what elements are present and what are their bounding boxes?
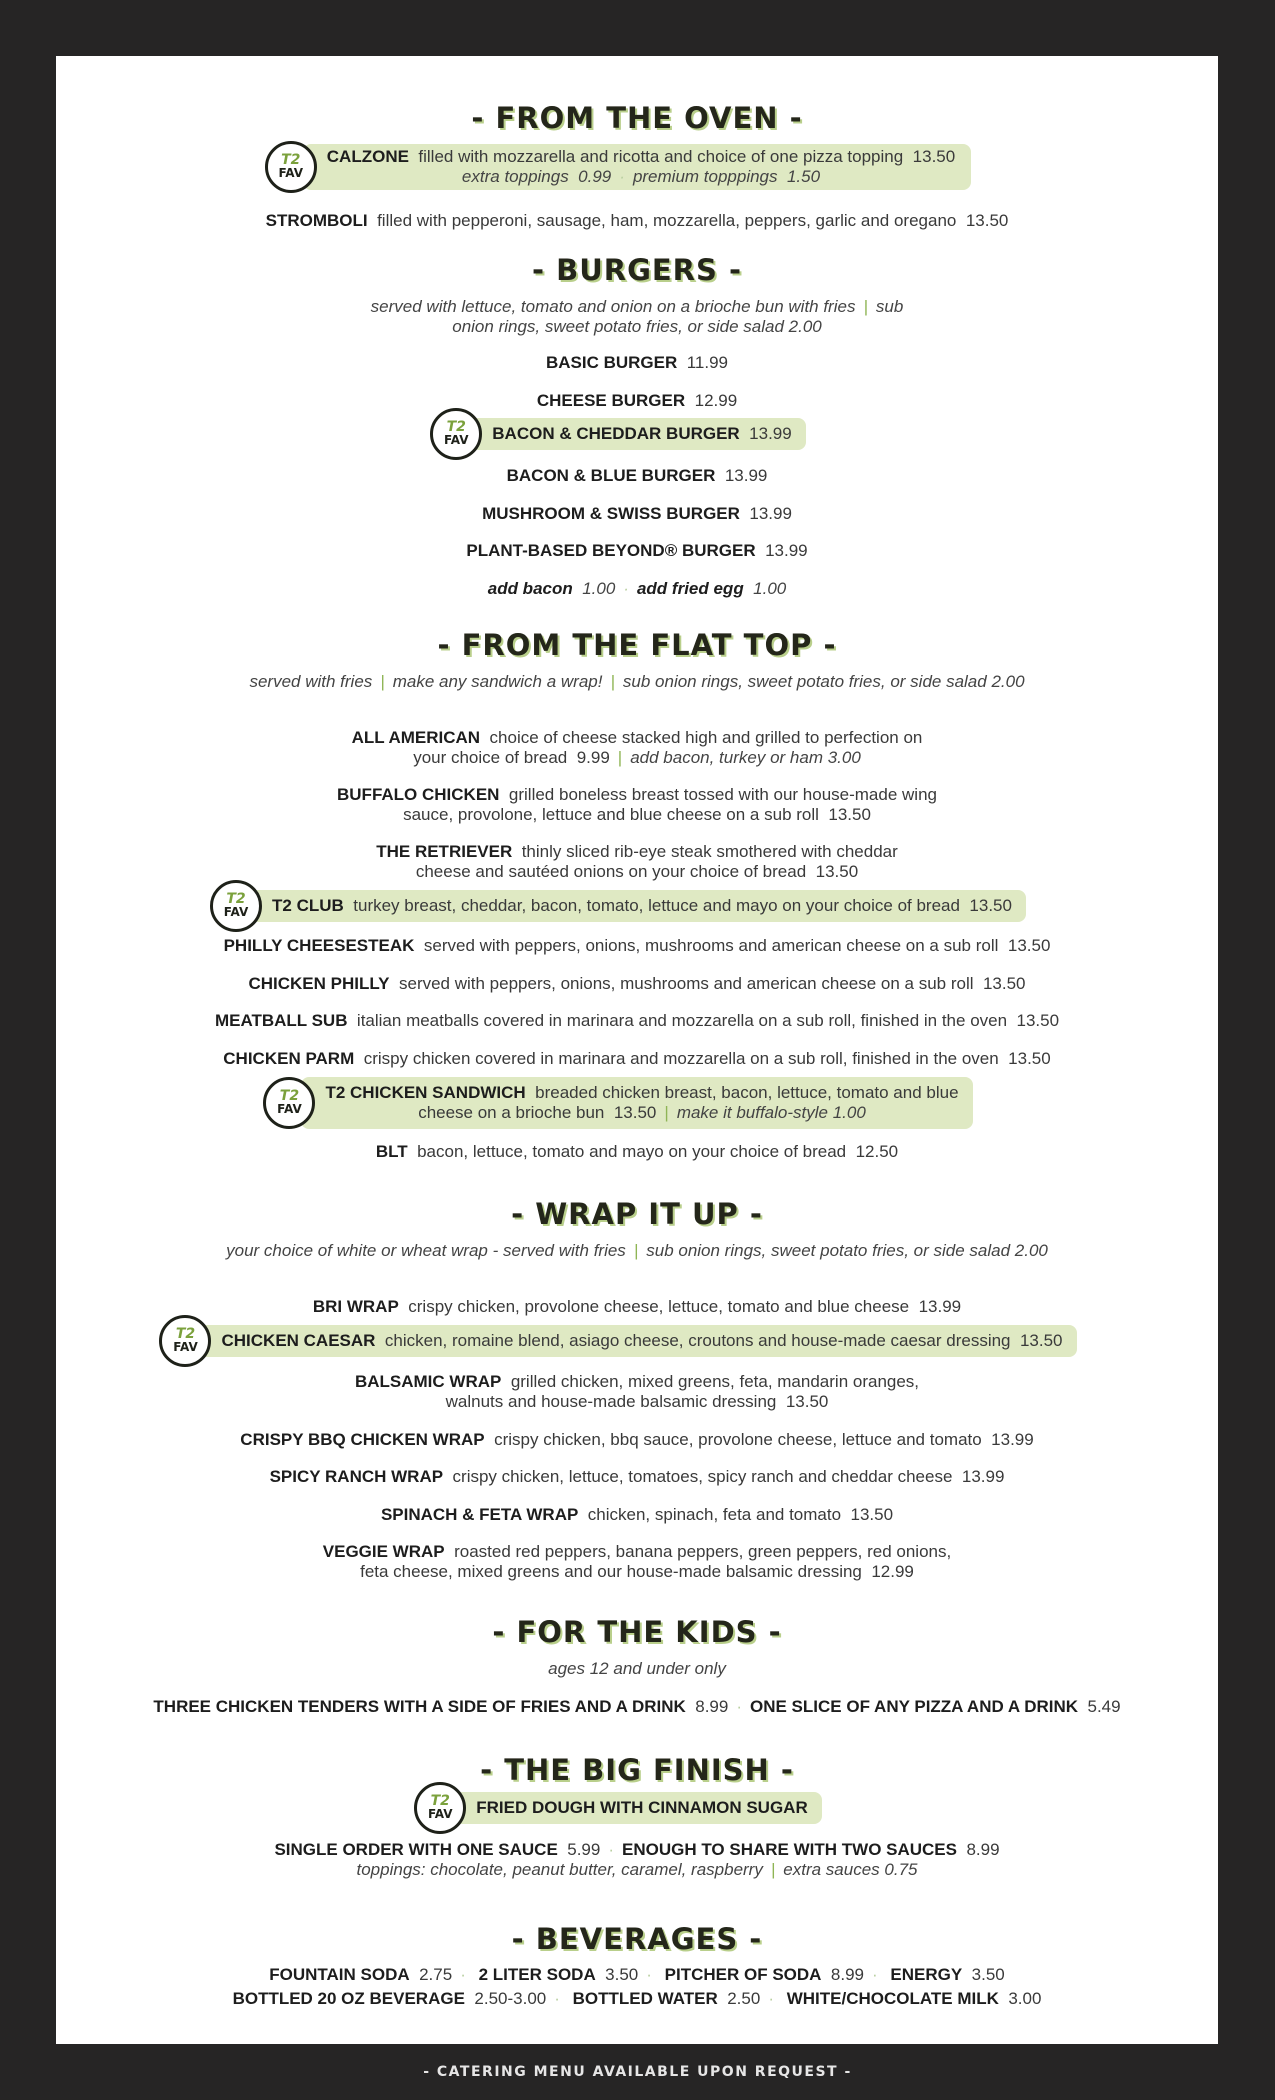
burger-row: CHEESE BURGER 12.99: [536, 391, 738, 410]
chicken-caesar-row: T2 FAV CHICKEN CAESAR chicken, romaine blend, asiago cheese, croutons and house-made caesar dressing 13.50: [56, 1325, 1218, 1357]
fav-badge-icon: T2 FAV: [414, 1782, 466, 1834]
burger-row: PLANT-BASED BEYOND® BURGER 13.99: [466, 541, 808, 560]
section-title-beverages: - BEVERAGES -: [511, 1922, 763, 1956]
balsamic-row: BALSAMIC WRAP grilled chicken, mixed greens, feta, mandarin oranges,: [354, 1372, 920, 1391]
flattop-subtitle: served with fries | make any sandwich a wrap! | sub onion rings, sweet potato fries, or side salad 2.00: [249, 672, 1025, 691]
burger-row: MUSHROOM & SWISS BURGER 13.99: [482, 504, 792, 523]
fav-badge-icon: T2 FAV: [265, 141, 317, 193]
fav-badge-icon: T2 FAV: [210, 880, 262, 932]
all-american-row: ALL AMERICAN choice of cheese stacked high and grilled to perfection on: [351, 728, 923, 747]
section-title-flattop: - FROM THE FLAT TOP -: [437, 628, 837, 662]
finish-toppings: toppings: chocolate, peanut butter, caramel, raspberry | extra sauces 0.75: [356, 1860, 918, 1879]
section-title-kids: - FOR THE KIDS -: [492, 1615, 782, 1649]
bbq-wrap-row: CRISPY BBQ CHICKEN WRAP crispy chicken, bbq sauce, provolone cheese, lettuce and tomato 13.99: [240, 1430, 1034, 1449]
kids-subtitle: ages 12 and under only: [548, 1659, 726, 1678]
meatball-row: MEATBALL SUB italian meatballs covered in marinara and mozzarella on a sub roll, finished in the oven 13.50: [214, 1011, 1060, 1030]
section-title-finish: - THE BIG FINISH -: [480, 1753, 794, 1787]
chicken-parm-row: CHICKEN PARM crispy chicken covered in marinara and mozzarella on a sub roll, finished in the oven 13.50: [223, 1049, 1051, 1068]
ranch-wrap-row: SPICY RANCH WRAP crispy chicken, lettuce, tomatoes, spicy ranch and cheddar cheese 13.99: [269, 1467, 1005, 1486]
fav-badge-icon: T2 FAV: [430, 408, 482, 460]
t2-chicken-row: T2 FAV T2 CHICKEN SANDWICH breaded chicken breast, bacon, lettuce, tomato and blue cheese on a brioche bun 13.50 | make it buffalo-style 1.00: [56, 1077, 1218, 1129]
kids-row: THREE CHICKEN TENDERS WITH A SIDE OF FRIES AND A DRINK 8.99 · ONE SLICE OF ANY PIZZA AND A DRINK 5.49: [153, 1697, 1121, 1716]
section-title-burgers: - BURGERS -: [531, 253, 743, 287]
wrap-subtitle: your choice of white or wheat wrap - served with fries | sub onion rings, sweet potato fries, or side salad 2.00: [226, 1241, 1048, 1260]
retriever-row: THE RETRIEVER thinly sliced rib-eye steak smothered with cheddar: [376, 842, 898, 861]
item-name: CALZONE: [326, 147, 409, 166]
spinach-wrap-row: SPINACH & FETA WRAP chicken, spinach, feta and tomato 13.50: [380, 1505, 894, 1524]
finish-options: SINGLE ORDER WITH ONE SAUCE 5.99 · ENOUGH TO SHARE WITH TWO SAUCES 8.99: [274, 1840, 1000, 1859]
burger-row: BACON & BLUE BURGER 13.99: [506, 466, 768, 485]
beverages-row-1: FOUNTAIN SODA 2.75 · 2 LITER SODA 3.50 · PITCHER OF SODA 8.99 · ENERGY 3.50: [269, 1965, 1005, 1984]
section-title-oven: - FROM THE OVEN -: [471, 101, 803, 135]
beverages-row-2: BOTTLED 20 OZ BEVERAGE 2.50-3.00 · BOTTLED WATER 2.50 · WHITE/CHOCOLATE MILK 3.00: [232, 1989, 1042, 2008]
burgers-subtitle: served with lettuce, tomato and onion on a brioche bun with fries | sub: [370, 297, 904, 316]
stromboli-row: STROMBOLI filled with pepperoni, sausage, ham, mozzarella, peppers, garlic and oregano 13.50: [265, 211, 1009, 230]
burger-row: BASIC BURGER 11.99: [545, 353, 729, 372]
calzone-row: T2 FAV CALZONE filled with mozzarella and ricotta and choice of one pizza topping 13.50 extra toppings 0.99 · premium topppings 1.50: [56, 144, 1218, 190]
fav-badge-icon: T2 FAV: [263, 1077, 315, 1129]
blt-row: BLT bacon, lettuce, tomato and mayo on your choice of bread 12.50: [375, 1142, 899, 1161]
burgers-subtitle-2: onion rings, sweet potato fries, or side salad 2.00: [452, 317, 822, 336]
catering-footer: - CATERING MENU AVAILABLE UPON REQUEST -: [423, 2064, 852, 2080]
veggie-wrap-row: VEGGIE WRAP roasted red peppers, banana peppers, green peppers, red onions,: [322, 1542, 952, 1561]
menu-page: - FROM THE OVEN - T2 FAV CALZONE filled with mozzarella and ricotta and choice of one pizza topping 13.50 extra toppings 0.99 · premium topppings 1.50 STROMBOLI filled with pepperoni, sausage, ham, mozzarella, peppers, garlic and oregano 13.50 - BURGERS - served with lettuce, tomato and onion on a brioche bun with fries | sub onion rings, sweet potato fries, or side salad 2.00 BASIC BURGER 11.99 CHEESE BURGER 12.99 T2 FAV BACON & CHEDDAR BURGER 13.99 BACON & BLUE BURGER 13.99 MUSHROOM & SWISS BURGER 13.99 PLANT-BASED BEYOND® BURGER 13.99 add bacon 1.00 · add fried egg 1.00 - FROM THE FLAT TOP - served with fries | make any sandwich a wrap! | sub onion rings, sweet potato fries, or side salad 2.00 ALL AMERICAN choice of cheese stacked high and grilled to perfection on your choice of bread 9.99 | add bacon, turkey or ham 3.00 BUFFALO CHICKEN grilled boneless breast tossed with our house-made wing sauce, provolone, lettuce and blue cheese on a sub roll 13.50 THE RETRIEVER thinly sliced rib-eye steak smothered with cheddar cheese and sautéed onions on your choice of bread 13.50 T2 FAV T2 CLUB turkey breast, cheddar, bacon, tomato, lettuce and mayo on your choice of bread 13.50 PHILLY CHEESESTEAK served with peppers, onions, mushrooms and american cheese on a sub roll 13.50 CHICKEN PHILLY served with peppers, onions, mushrooms and american cheese on a sub roll 13.50 MEATBALL SUB italian meatballs covered in marinara and mozzarella on a sub roll, finished in the oven 13.50 CHICKEN PARM crispy chicken covered in marinara and mozzarella on a sub roll, finished in the oven 13.50 T2 FAV T2 CHICKEN SANDWICH breaded chicken breast, bacon, lettuce, tomato and blue cheese on a brioche bun 13.50 | make it buffalo-style 1.00 BLT bacon, lettuce, tomato and mayo on your choice of bread 12.50 - WRAP IT UP - your choice of white or wheat wrap - served with fries | sub onion rings, sweet potato fries, or side salad 2.00 BRI WRAP crispy chicken, provolone cheese, lettuce, tomato and blue cheese 13.99 T2 FAV CHICKEN CAESAR chicken, romaine blend, asiago cheese, croutons and house-made caesar dressing 13.50 BALSAMIC WRAP grilled chicken, mixed greens, feta, mandarin oranges, walnuts and house-made balsamic dressing 13.50 CRISPY BBQ CHICKEN WRAP crispy chicken, bbq sauce, provolone cheese, lettuce and tomato 13.99 SPICY RANCH WRAP crispy chicken, lettuce, tomatoes, spicy ranch and cheddar cheese 13.99 SPINACH & FETA WRAP chicken, spinach, feta and tomato 13.50 VEGGIE WRAP roasted red peppers, banana peppers, green peppers, red onions, feta cheese, mixed greens and our house-made balsamic dressing 12.99 - FOR THE KIDS - ages 12 and under only THREE CHICKEN TENDERS WITH A SIDE OF FRIES AND A DRINK 8.99 · ONE SLICE OF ANY PIZZA AND A DRINK 5.49 - THE BIG FINISH - T2 FAV FRIED DOUGH WITH CINNAMON SUGAR SINGLE ORDER WITH ONE SAUCE 5.99 · ENOUGH TO SHARE WITH TWO SAUCES 8.99 toppings: chocolate, peanut butter, caramel, raspberry | extra sauces 0.75 - BEVERAGES - FOUNTAIN SODA 2.75 · 2 LITER SODA 3.50 · PITCHER OF SODA 8.99 · ENERGY 3.50 BOTTLED 20 OZ BEVERAGE 2.50-3.00 · BOTTLED WATER 2.50 · WHITE/CHOCOLATE MILK 3.00: [56, 56, 1218, 2044]
bacon-cheddar-row: T2 FAV BACON & CHEDDAR BURGER 13.99: [56, 418, 1218, 450]
philly-row: PHILLY CHEESESTEAK served with peppers, onions, mushrooms and american cheese on a sub roll 13.50: [223, 936, 1051, 955]
burger-addons: add bacon 1.00 · add fried egg 1.00: [487, 579, 787, 598]
chicken-philly-row: CHICKEN PHILLY served with peppers, onions, mushrooms and american cheese on a sub roll 13.50: [248, 974, 1026, 993]
t2-club-row: T2 FAV T2 CLUB turkey breast, cheddar, bacon, tomato, lettuce and mayo on your choice of bread 13.50: [56, 890, 1218, 922]
section-title-wrap: - WRAP IT UP -: [511, 1197, 763, 1231]
buffalo-chicken-row: BUFFALO CHICKEN grilled boneless breast tossed with our house-made wing: [337, 785, 937, 804]
bri-wrap-row: BRI WRAP crispy chicken, provolone cheese, lettuce, tomato and blue cheese 13.99: [312, 1297, 962, 1316]
fried-dough-row: T2 FAV FRIED DOUGH WITH CINNAMON SUGAR: [56, 1792, 1218, 1824]
fav-badge-icon: T2 FAV: [159, 1315, 211, 1367]
